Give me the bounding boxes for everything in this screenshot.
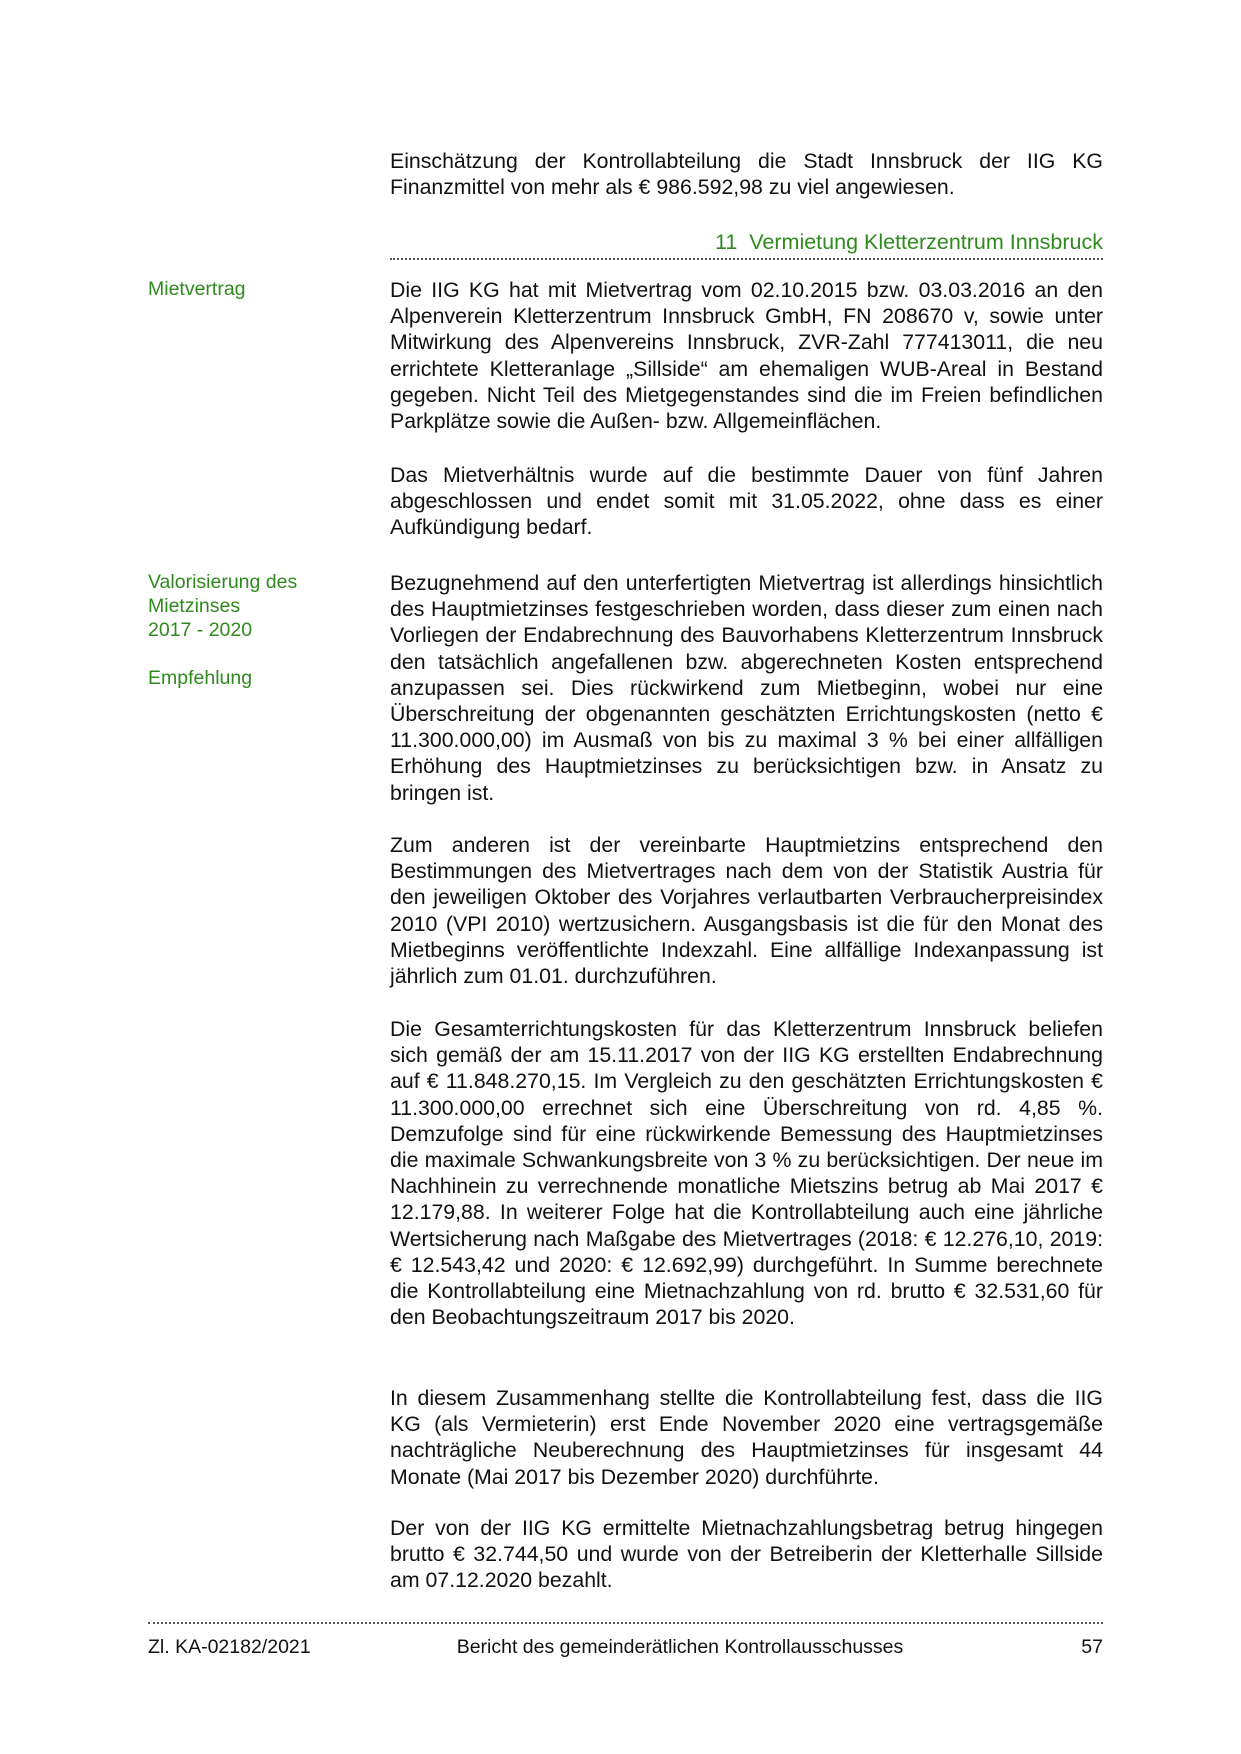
body-paragraph: Der von der IIG KG ermittelte Mietnachzahlungsbetrag betrug hingegen brutto € 32.744,50 und wurde von der Betreiberin der Kletterhalle Sillside am 07.12.2020 bezahlt. <box>390 1516 1103 1593</box>
body-paragraph: Die IIG KG hat mit Mietvertrag vom 02.10.2015 bzw. 03.03.2016 an den Alpenverein Kletterzentrum Innsbruck GmbH, FN 208670 v, sowie unter Mitwirkung des Alpenvereins Innsbruck, ZVR-Zahl 777413011, die neu errichtete Kletteranlage „Sillside“ am ehemaligen WUB-Areal in Bestand gegeben. Nicht Teil des Mietgegenstandes sind die im Freien befindlichen Parkplätze sowie die Außen- bzw. Allgemeinflächen. <box>390 278 1103 434</box>
paragraph-block <box>390 1385 1103 1490</box>
margin-note-valorisierung-line: 2017 - 2020 <box>148 619 253 641</box>
margin-note-valorisierung-line: Mietzinses <box>148 595 241 617</box>
paragraph-block <box>390 832 1103 989</box>
body-paragraph: Das Mietverhältnis wurde auf die bestimmte Dauer von fünf Jahren abgeschlossen und endet somit mit 31.05.2022, ohne dass es einer Aufkündigung bedarf. <box>390 463 1103 540</box>
paragraph-block <box>390 1515 1103 1594</box>
footer-reference: Zl. KA-02182/2021 <box>148 1636 311 1658</box>
paragraph-block <box>390 1016 1103 1330</box>
section-number: 11 <box>714 230 738 254</box>
footer-divider <box>148 1622 1103 1624</box>
section-divider <box>390 258 1103 260</box>
body-paragraph: Die Gesamterrichtungskosten für das Kletterzentrum Innsbruck beliefen sich gemäß der am 15.11.2017 von der IIG KG erstellten Endabrechnung auf € 11.848.270,15. Im Vergleich zu den geschätzten Errichtungskosten € 11.300.000,00 errechnet sich eine Überschreitung von rd. 4,85 %. Demzufolge sind für eine rückwirkende Bemessung des Hauptmietzinses die maximale Schwankungsbreite von 3 % zu berücksichtigen. Der neue im Nachhinein zu verrechnende monatliche Mietszins betrug ab Mai 2017 € 12.179,88. In weiterer Folge hat die Kontrollabteilung auch eine jährliche Wertsicherung nach Maßgabe des Mietvertrages (2018: € 12.276,10, 2019: € 12.543,42 und 2020: € 12.692,99) durchgeführt. In Summe berechnete die Kontrollabteilung eine Mietnachzahlung von rd. brutto € 32.531,60 für den Beobachtungszeitraum 2017 bis 2020. <box>390 1017 1103 1330</box>
body-paragraph: Bezugnehmend auf den unterfertigten Mietvertrag ist allerdings hinsichtlich des Hauptmietzinses festgeschrieben worden, dass dieser zum einen nach Vorliegen der Endabrechnung des Bauvorhabens Kletterzentrum Innsbruck den tatsächlich angefallenen bzw. abgerechneten Kosten entsprechend anzupassen sei. Dies rückwirkend zum Mietbeginn, wobei nur eine Überschreitung der obgenannten geschätzten Errichtungskosten (netto € 11.300.000,00) im Ausmaß von bis zu maximal 3 % bei einer allfälligen Erhöhung des Hauptmietzinses zu berücksichtigen bzw. in Ansatz zu bringen ist. <box>390 571 1103 805</box>
margin-note-mietvertrag: Mietvertrag <box>148 278 246 300</box>
intro-paragraph-block <box>390 148 1103 200</box>
section-heading <box>390 230 1103 255</box>
margin-note-empfehlung: Empfehlung <box>148 667 253 689</box>
page-number: 57 <box>1081 1636 1103 1658</box>
intro-paragraph: Einschätzung der Kontrollabteilung die Stadt Innsbruck der IIG KG Finanzmittel von mehr als € 986.592,98 zu viel angewiesen. <box>390 149 1103 200</box>
paragraph-block <box>390 570 1103 806</box>
body-paragraph: Zum anderen ist der vereinbarte Hauptmietzins entsprechend den Bestimmungen des Mietvertrages nach dem von der Statistik Austria für den jeweiligen Oktober des Vorjahres verlautbarten Verbraucherpreisindex 2010 (VPI 2010) wertzusichern. Ausgangsbasis ist die für den Monat des Mietbeginns veröffentlichte Indexzahl. Eine allfällige Indexanpassung ist jährlich zum 01.01. durchzuführen. <box>390 833 1103 989</box>
margin-note-valorisierung-line: Valorisierung des <box>148 571 298 593</box>
section-title: Vermietung Kletterzentrum Innsbruck <box>749 230 1103 254</box>
paragraph-block <box>390 462 1103 541</box>
footer-title: Bericht des gemeinderätlichen Kontrollausschusses <box>456 1636 904 1658</box>
margin-note-valorisierung <box>148 570 348 642</box>
body-paragraph: In diesem Zusammenhang stellte die Kontrollabteilung fest, dass die IIG KG (als Vermieterin) erst Ende November 2020 eine vertragsgemäße nachträgliche Neuberechnung des Hauptmietzinses für insgesamt 44 Monate (Mai 2017 bis Dezember 2020) durchführte. <box>390 1386 1103 1489</box>
paragraph-block <box>390 277 1103 434</box>
